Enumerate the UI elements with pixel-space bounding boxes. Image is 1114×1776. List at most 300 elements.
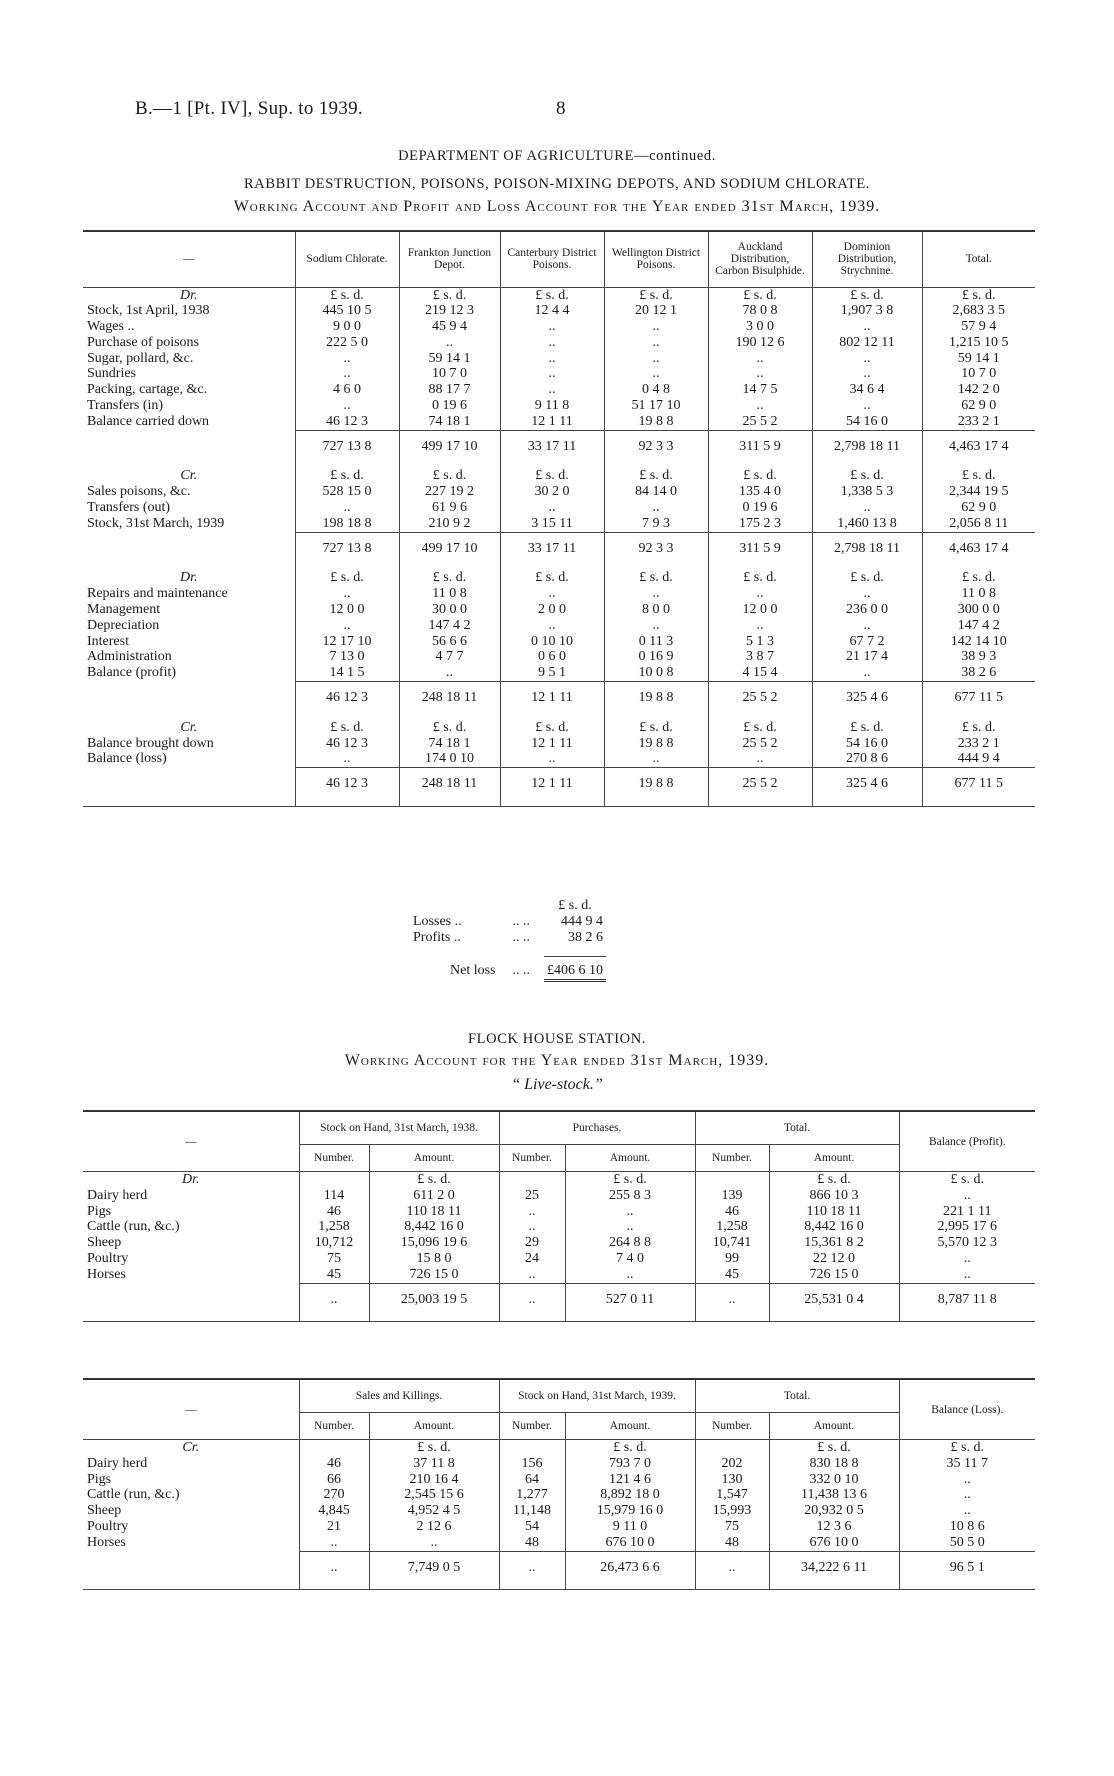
rabbit-col-blank: — <box>183 253 195 266</box>
cell-value: 1,338 5 3 <box>812 484 922 500</box>
net-loss-leader: .. .. <box>512 963 530 978</box>
total-cell: 8,787 11 8 <box>899 1283 1035 1322</box>
number-header: Number. <box>499 1413 565 1440</box>
table-row <box>83 1188 1035 1204</box>
cell-value: 270 <box>299 1487 369 1503</box>
flock-balance-header: Balance (Profit). <box>899 1111 1035 1172</box>
rabbit-unit-header: £ s. d. <box>500 720 604 736</box>
cell-value: 2,056 8 11 <box>922 516 1035 532</box>
profits-label: Profits .. <box>413 930 461 945</box>
row-label: Sales poisons, &c. <box>87 484 191 500</box>
cell-value: 3 15 11 <box>500 516 604 532</box>
total-cell: 92 3 3 <box>604 430 708 468</box>
rabbit-dr2-heading: Dr. <box>179 570 198 586</box>
table-row <box>83 1472 1035 1488</box>
cell-value: 1,547 <box>695 1487 769 1503</box>
cell-value: 30 0 0 <box>399 602 500 618</box>
cell-value: 236 0 0 <box>812 602 922 618</box>
cell-value: 8,442 16 0 <box>369 1219 499 1235</box>
table-row <box>83 500 1035 516</box>
total-cell: 677 11 5 <box>922 682 1035 720</box>
total-cell: 92 3 3 <box>604 532 708 570</box>
rabbit-unit-header: £ s. d. <box>812 720 922 736</box>
rabbit-unit-header: £ s. d. <box>604 720 708 736</box>
rabbit-cr1-heading: Cr. <box>180 468 198 484</box>
cell-value: 7 13 0 <box>295 649 399 665</box>
cell-value: 21 17 4 <box>812 649 922 665</box>
cell-value: .. <box>812 500 922 516</box>
row-label: Purchase of poisons <box>87 334 199 350</box>
cell-value: 34 6 4 <box>812 382 922 398</box>
flock-title: FLOCK HOUSE STATION. <box>468 1031 646 1047</box>
total-cell: 19 8 8 <box>604 768 708 807</box>
cell-value: .. <box>708 366 812 382</box>
section-title: RABBIT DESTRUCTION, POISONS, POISON-MIXING DEPOTS, AND SODIUM CHLORATE. <box>244 176 870 192</box>
table-row <box>83 516 1035 532</box>
cell-value: 0 10 10 <box>500 634 604 650</box>
cell-value: .. <box>812 398 922 414</box>
table-row <box>83 1535 1035 1551</box>
total-cell: 7,749 0 5 <box>369 1551 499 1590</box>
total-cell: 4,463 17 4 <box>922 430 1035 468</box>
row-label: Pigs <box>87 1203 112 1219</box>
cell-value: 793 7 0 <box>565 1456 695 1472</box>
rabbit-unit-header: £ s. d. <box>295 570 399 586</box>
cell-value: 24 <box>499 1251 565 1267</box>
profits-leader: .. .. <box>512 930 530 945</box>
cell-value: 1,907 3 8 <box>812 303 922 319</box>
cell-value: 1,258 <box>299 1219 369 1235</box>
rabbit-unit-header: £ s. d. <box>812 570 922 586</box>
amount-header: Amount. <box>369 1413 499 1440</box>
number-header: Number. <box>695 1413 769 1440</box>
total-cell: 46 12 3 <box>295 768 399 807</box>
total-row <box>83 430 1035 468</box>
cell-value: 74 18 1 <box>399 736 500 752</box>
flock-cr-table <box>83 1378 1035 1592</box>
cell-value: .. <box>295 351 399 367</box>
row-label: Pigs <box>87 1471 112 1487</box>
unit-header: £ s. d. <box>769 1172 899 1188</box>
total-cell: 677 11 5 <box>922 768 1035 807</box>
row-label: Dairy herd <box>87 1187 148 1203</box>
row-label: Depreciation <box>87 617 160 633</box>
total-cell: .. <box>499 1551 565 1590</box>
total-row <box>83 768 1035 807</box>
cell-value: 198 18 8 <box>295 516 399 532</box>
cell-value: 300 0 0 <box>922 602 1035 618</box>
rabbit-unit-header: £ s. d. <box>922 468 1035 484</box>
table-row <box>83 602 1035 618</box>
total-cell: 311 5 9 <box>708 532 812 570</box>
table-row <box>83 1251 1035 1267</box>
flock-group-header: Total. <box>695 1111 899 1145</box>
table-row <box>83 366 1035 382</box>
cell-value: 190 12 6 <box>708 335 812 351</box>
rabbit-unit-header: £ s. d. <box>295 468 399 484</box>
cell-value: .. <box>812 586 922 602</box>
row-label: Poultry <box>87 1518 129 1534</box>
cell-value: 139 <box>695 1188 769 1204</box>
cell-value: 528 15 0 <box>295 484 399 500</box>
cell-value: 12 4 4 <box>500 303 604 319</box>
table-row <box>83 665 1035 681</box>
cell-value: 46 <box>299 1204 369 1220</box>
flock-group-header: Total. <box>695 1379 899 1413</box>
cell-value: 444 9 4 <box>922 751 1035 767</box>
row-label: Management <box>87 602 161 618</box>
cell-value: 11 0 8 <box>922 586 1035 602</box>
rabbit-unit-header: £ s. d. <box>399 720 500 736</box>
cell-value: 99 <box>695 1251 769 1267</box>
cell-value: 75 <box>695 1519 769 1535</box>
rabbit-unit-header: £ s. d. <box>708 720 812 736</box>
cell-value: 46 <box>695 1204 769 1220</box>
col-frankton-depot: Frankton Junction Depot. <box>399 231 500 287</box>
total-cell: 25 5 2 <box>708 682 812 720</box>
total-cell: 46 12 3 <box>295 682 399 720</box>
cell-value: 8,892 18 0 <box>565 1487 695 1503</box>
table-row <box>83 382 1035 398</box>
cell-value: .. <box>295 398 399 414</box>
col-dominion-distribution: Dominion Distribution, Strychnine. <box>812 231 922 287</box>
cell-value: 19 8 8 <box>604 736 708 752</box>
total-cell: 19 8 8 <box>604 682 708 720</box>
cell-value: 219 12 3 <box>399 303 500 319</box>
cell-value: .. <box>708 398 812 414</box>
total-cell: 325 4 6 <box>812 682 922 720</box>
cell-value: 46 12 3 <box>295 414 399 430</box>
page-number: 8 <box>556 98 566 119</box>
cell-value: 10 8 6 <box>899 1519 1035 1535</box>
cell-value: 611 2 0 <box>369 1188 499 1204</box>
row-label: Packing, cartage, &c. <box>87 382 208 398</box>
amount-header: Amount. <box>565 1413 695 1440</box>
cell-value: 45 9 4 <box>399 319 500 335</box>
cell-value: 0 19 6 <box>399 398 500 414</box>
row-label: Poultry <box>87 1250 129 1266</box>
cell-value: 48 <box>499 1535 565 1551</box>
cell-value: 56 6 6 <box>399 634 500 650</box>
total-row <box>83 532 1035 570</box>
cell-value: 2 0 0 <box>500 602 604 618</box>
cell-value: 147 4 2 <box>922 618 1035 634</box>
row-label: Horses <box>87 1534 126 1550</box>
cell-value: 25 <box>499 1188 565 1204</box>
row-label: Wages .. <box>87 319 135 335</box>
row-label: Balance carried down <box>87 413 210 429</box>
row-label: Horses <box>87 1266 126 1282</box>
cell-value: .. <box>500 351 604 367</box>
cell-value: 15,993 <box>695 1503 769 1519</box>
rabbit-unit-header: £ s. d. <box>922 570 1035 586</box>
table-row <box>83 414 1035 430</box>
cell-value: .. <box>899 1267 1035 1283</box>
cell-value: .. <box>295 751 399 767</box>
cell-value: 676 10 0 <box>565 1535 695 1551</box>
cell-value: 4,845 <box>299 1503 369 1519</box>
cell-value: .. <box>500 500 604 516</box>
cell-value: 11,148 <box>499 1503 565 1519</box>
table-row <box>83 751 1035 767</box>
cell-value: .. <box>812 665 922 681</box>
cell-value: 1,215 10 5 <box>922 335 1035 351</box>
table-row <box>83 351 1035 367</box>
cell-value: 30 2 0 <box>500 484 604 500</box>
cell-value: 54 <box>499 1519 565 1535</box>
cell-value: 12 1 11 <box>500 414 604 430</box>
row-label: Balance (loss) <box>87 751 167 767</box>
total-cell: 499 17 10 <box>399 430 500 468</box>
cell-value: .. <box>708 618 812 634</box>
rabbit-unit-header: £ s. d. <box>295 720 399 736</box>
cell-value: .. <box>295 366 399 382</box>
cell-value: 0 11 3 <box>604 634 708 650</box>
rabbit-unit-header: £ s. d. <box>500 468 604 484</box>
cell-value: 121 4 6 <box>565 1472 695 1488</box>
flock-subtitle: Working Account for the Year ended 31st March, 1939. <box>344 1052 770 1069</box>
rabbit-unit-header: £ s. d. <box>399 570 500 586</box>
cell-value: 1,277 <box>499 1487 565 1503</box>
cell-value: 3 8 7 <box>708 649 812 665</box>
total-cell: 499 17 10 <box>399 532 500 570</box>
cell-value: .. <box>399 665 500 681</box>
cell-value: .. <box>899 1188 1035 1204</box>
cell-value: 0 4 8 <box>604 382 708 398</box>
cell-value: .. <box>295 500 399 516</box>
cell-value: 50 5 0 <box>899 1535 1035 1551</box>
table-row <box>83 736 1035 752</box>
cell-value: 19 8 8 <box>604 414 708 430</box>
table-row <box>83 1519 1035 1535</box>
cell-value: 332 0 10 <box>769 1472 899 1488</box>
flock-balance-header: Balance (Loss). <box>899 1379 1035 1440</box>
cell-value: 233 2 1 <box>922 414 1035 430</box>
table-row <box>83 618 1035 634</box>
cell-value: 45 <box>695 1267 769 1283</box>
cell-value: 175 2 3 <box>708 516 812 532</box>
table-row <box>83 1267 1035 1283</box>
cell-value: 21 <box>299 1519 369 1535</box>
total-cell: 311 5 9 <box>708 430 812 468</box>
cell-value: .. <box>604 751 708 767</box>
cell-value: 10 7 0 <box>399 366 500 382</box>
cell-value: 45 <box>299 1267 369 1283</box>
cell-value: 4,952 4 5 <box>369 1503 499 1519</box>
rabbit-unit-header: £ s. d. <box>922 720 1035 736</box>
cell-value: 10 0 8 <box>604 665 708 681</box>
cell-value: 0 16 9 <box>604 649 708 665</box>
cell-value: .. <box>500 751 604 767</box>
cell-value: .. <box>604 500 708 516</box>
total-row <box>83 1283 1035 1322</box>
cell-value: .. <box>500 382 604 398</box>
table-row <box>83 303 1035 319</box>
col-canterbury-poisons: Canterbury District Poisons. <box>500 231 604 287</box>
cell-value: 15 8 0 <box>369 1251 499 1267</box>
flock-group-header: Stock on Hand, 31st March, 1938. <box>299 1111 499 1145</box>
cell-value: 12 0 0 <box>295 602 399 618</box>
page-header-ref: B.—1 [Pt. IV], Sup. to 1939. <box>135 98 363 119</box>
total-cell: 33 17 11 <box>500 532 604 570</box>
cell-value: .. <box>604 586 708 602</box>
cell-value: 25 5 2 <box>708 414 812 430</box>
flock-livestock: “ Live-stock.” <box>511 1076 603 1093</box>
total-cell: 25,531 0 4 <box>769 1283 899 1322</box>
cell-value: 0 19 6 <box>708 500 812 516</box>
total-cell: 96 5 1 <box>899 1551 1035 1590</box>
cell-value: 156 <box>499 1456 565 1472</box>
cell-value: 46 12 3 <box>295 736 399 752</box>
net-loss-value: £406 6 10 <box>544 956 606 980</box>
total-cell: .. <box>695 1283 769 1322</box>
cell-value: 9 11 0 <box>565 1519 695 1535</box>
row-label: Administration <box>87 649 172 665</box>
total-cell: 727 13 8 <box>295 532 399 570</box>
cell-value: 11 0 8 <box>399 586 500 602</box>
cell-value: .. <box>812 366 922 382</box>
cell-value: 114 <box>299 1188 369 1204</box>
amount-header: Amount. <box>769 1145 899 1172</box>
losses-leader: .. .. <box>512 914 530 929</box>
flock-group-header: Purchases. <box>499 1111 695 1145</box>
unit-header: £ s. d. <box>369 1440 499 1456</box>
col-auckland-distribution: Auckland Distribution, Carbon Bisulphide. <box>708 231 812 287</box>
cell-value: .. <box>295 618 399 634</box>
rabbit-unit-header: £ s. d. <box>604 468 708 484</box>
number-header: Number. <box>299 1413 369 1440</box>
cell-value: 37 11 8 <box>369 1456 499 1472</box>
cell-value: .. <box>604 335 708 351</box>
cell-value: 4 15 4 <box>708 665 812 681</box>
flock-group-header: Sales and Killings. <box>299 1379 499 1413</box>
cell-value: 147 4 2 <box>399 618 500 634</box>
cell-value: 445 10 5 <box>295 303 399 319</box>
cell-value: 66 <box>299 1472 369 1488</box>
cell-value: 12 1 11 <box>500 736 604 752</box>
rabbit-unit-header: £ s. d. <box>604 287 708 303</box>
cell-value: 10,712 <box>299 1235 369 1251</box>
table-row <box>83 1235 1035 1251</box>
table-row <box>83 1456 1035 1472</box>
cell-value: 11,438 13 6 <box>769 1487 899 1503</box>
cell-value: .. <box>500 586 604 602</box>
cell-value: 62 9 0 <box>922 500 1035 516</box>
cell-value: 174 0 10 <box>399 751 500 767</box>
cell-value: 264 8 8 <box>565 1235 695 1251</box>
table-row <box>83 634 1035 650</box>
rabbit-unit-header: £ s. d. <box>812 468 922 484</box>
row-label: Dairy herd <box>87 1455 148 1471</box>
cell-value: 75 <box>299 1251 369 1267</box>
table-row <box>83 484 1035 500</box>
cell-value: .. <box>812 618 922 634</box>
table-row <box>83 335 1035 351</box>
rabbit-unit-header: £ s. d. <box>399 468 500 484</box>
unit-header: £ s. d. <box>899 1172 1035 1188</box>
number-header: Number. <box>299 1145 369 1172</box>
cell-value: 15,979 16 0 <box>565 1503 695 1519</box>
cell-value: 4 6 0 <box>295 382 399 398</box>
rabbit-cr2-heading: Cr. <box>180 719 198 735</box>
total-cell: 34,222 6 11 <box>769 1551 899 1590</box>
cell-value: 3 0 0 <box>708 319 812 335</box>
cell-value: .. <box>399 335 500 351</box>
table-row <box>83 649 1035 665</box>
col-sodium-chlorate: Sodium Chlorate. <box>295 231 399 287</box>
cell-value: 67 7 2 <box>812 634 922 650</box>
col-wellington-poisons: Wellington District Poisons. <box>604 231 708 287</box>
cell-value: 726 15 0 <box>369 1267 499 1283</box>
flock-group-header: Stock on Hand, 31st March, 1939. <box>499 1379 695 1413</box>
cell-value: 142 2 0 <box>922 382 1035 398</box>
total-cell: 2,798 18 11 <box>812 430 922 468</box>
cell-value: 12 17 10 <box>295 634 399 650</box>
flock-heading: Cr. <box>182 1440 200 1455</box>
rabbit-unit-header: £ s. d. <box>399 287 500 303</box>
table-row <box>83 1487 1035 1503</box>
cell-value: 74 18 1 <box>399 414 500 430</box>
cell-value: 210 16 4 <box>369 1472 499 1488</box>
cell-value: 25 5 2 <box>708 736 812 752</box>
cell-value: 61 9 6 <box>399 500 500 516</box>
cell-value: 54 16 0 <box>812 736 922 752</box>
cell-value: .. <box>500 319 604 335</box>
cell-value: 10,741 <box>695 1235 769 1251</box>
row-label: Repairs and maintenance <box>87 586 228 602</box>
rabbit-unit-header: £ s. d. <box>708 570 812 586</box>
total-cell: 25,003 19 5 <box>369 1283 499 1322</box>
cell-value: .. <box>604 351 708 367</box>
total-cell: .. <box>499 1283 565 1322</box>
rabbit-unit-header: £ s. d. <box>708 287 812 303</box>
table-row <box>83 398 1035 414</box>
rabbit-unit-header: £ s. d. <box>295 287 399 303</box>
cell-value: 802 12 11 <box>812 335 922 351</box>
cell-value: .. <box>369 1535 499 1551</box>
cell-value: 5 1 3 <box>708 634 812 650</box>
total-cell: 12 1 11 <box>500 682 604 720</box>
col-total: Total. <box>922 231 1035 287</box>
cell-value: 1,258 <box>695 1219 769 1235</box>
table-row <box>83 319 1035 335</box>
losses-value: 444 9 4 <box>561 914 603 929</box>
table-row <box>83 1219 1035 1235</box>
cell-value: .. <box>499 1204 565 1220</box>
total-cell: 12 1 11 <box>500 768 604 807</box>
number-header: Number. <box>695 1145 769 1172</box>
cell-value: .. <box>604 366 708 382</box>
amount-header: Amount. <box>565 1145 695 1172</box>
flock-heading: Dr. <box>181 1172 200 1187</box>
cell-value: .. <box>299 1535 369 1551</box>
total-cell: .. <box>695 1551 769 1590</box>
cell-value: .. <box>565 1267 695 1283</box>
cell-value: 210 9 2 <box>399 516 500 532</box>
total-row <box>83 1551 1035 1590</box>
cell-value: 4 7 7 <box>399 649 500 665</box>
cell-value: 64 <box>499 1472 565 1488</box>
rabbit-unit-header: £ s. d. <box>922 287 1035 303</box>
dept-title: DEPARTMENT OF AGRICULTURE—continued. <box>398 148 716 164</box>
cell-value: 59 14 1 <box>399 351 500 367</box>
total-cell: 33 17 11 <box>500 430 604 468</box>
cell-value: 1,460 13 8 <box>812 516 922 532</box>
cell-value: .. <box>812 319 922 335</box>
row-label: Transfers (in) <box>87 398 164 414</box>
cell-value: 227 19 2 <box>399 484 500 500</box>
cell-value: 221 1 11 <box>899 1204 1035 1220</box>
